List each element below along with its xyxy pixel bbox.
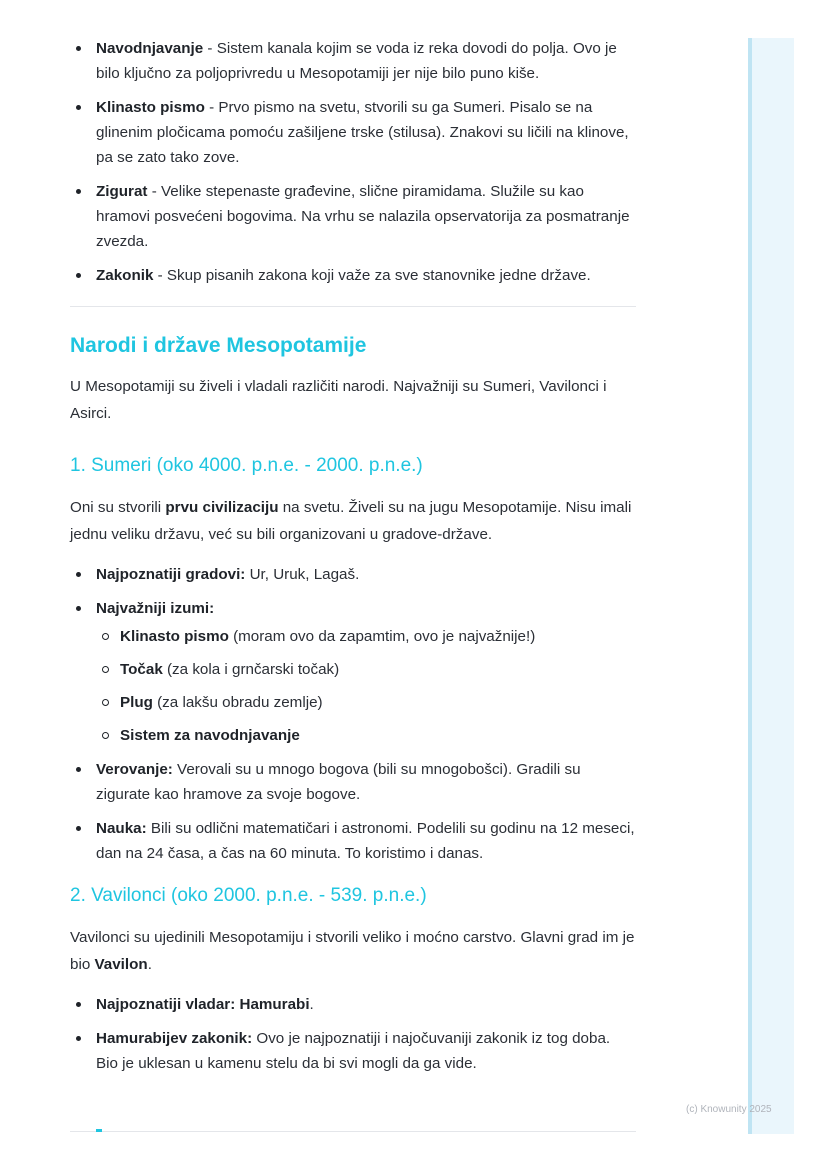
vavilonci-list: [70, 992, 636, 1076]
sub-list-item: Točak (za kola i grnčarski točak): [96, 657, 636, 682]
list-item: Zakonik - Skup pisanih zakona koji važe za sve stanovnike jedne države.: [70, 263, 636, 288]
list-item: Najvažniji izumi: Klinasto pismo (moram ovo da zapamtim, ovo je najvažnije!) Točak (za kola i grnčarski točak) Plug (za lakšu obradu zemlje) Sistem za navodnjavanje: [70, 596, 636, 748]
list-item: Najpoznatiji vladar: Hamurabi.: [70, 992, 636, 1017]
list-item: Najpoznatiji gradovi: Ur, Uruk, Lagaš.: [70, 562, 636, 587]
list-item: Zigurat - Velike stepenaste građevine, slične piramidama. Služile su kao hramovi posvećeni bogovima. Na vrhu se nalazila opservatorija za posmatranje zvezda.: [70, 179, 636, 254]
sub-list-item: Plug (za lakšu obradu zemlje): [96, 690, 636, 715]
list-item: Hamurabijev zakonik: Ovo je najpoznatiji i najočuvaniji zakonik iz tog doba. Bio je uklesan u kamenu stelu da bi svi mogli da ga vide.: [70, 1026, 636, 1076]
section-intro: U Mesopotamiji su živeli i vladali različiti narodi. Najvažniji su Sumeri, Vavilonci i Asirci.: [70, 378, 607, 422]
divider: [70, 306, 636, 307]
cut-off-heading: [96, 1129, 102, 1132]
sumeri-intro: Oni su stvorili prvu civilizaciju na svetu. Živeli su na jugu Mesopotamije. Nisu imali jednu veliku državu, već su bili organizovani u gradove-države.: [70, 499, 632, 543]
list-item: Nauka: Bili su odlični matematičari i astronomi. Podelili su godinu na 12 meseci, dan na 24 časa, a čas na 60 minuta. To koristimo i danas.: [70, 816, 636, 866]
copyright-note: (c) Knowunity 2025: [686, 1104, 772, 1115]
sumeri-heading: 1. Sumeri (oko 4000. p.n.e. - 2000. p.n.e.): [70, 455, 423, 476]
divider: [70, 1131, 636, 1132]
list-item: Verovanje: Verovali su u mnogo bogova (bili su mnogobošci). Gradili su zigurate kao hramove za svoje bogove.: [70, 757, 636, 807]
list-item: Klinasto pismo - Prvo pismo na svetu, stvorili su ga Sumeri. Pisalo se na glinenim pločicama pomoću zašiljene trske (stilusa). Znakovi su ličili na klinove, pa se zato tako zove.: [70, 95, 636, 170]
inventions-list: [96, 624, 636, 748]
sub-list-item: Sistem za navodnjavanje: [96, 723, 636, 748]
sumeri-list: [70, 562, 636, 866]
vavilonci-intro: Vavilonci su ujedinili Mesopotamiju i stvorili veliko i moćno carstvo. Glavni grad im je bio Vavilon.: [70, 929, 635, 973]
glossary-list: [70, 36, 636, 288]
section-heading: Narodi i države Mesopotamije: [70, 334, 367, 357]
sub-list-item: Klinasto pismo (moram ovo da zapamtim, ovo je najvažnije!): [96, 624, 636, 649]
list-item: Navodnjavanje - Sistem kanala kojim se voda iz reka dovodi do polja. Ovo je bilo ključno za poljoprivredu u Mesopotamiji jer nije bilo puno kiše.: [70, 36, 636, 86]
right-margin-panel: [748, 38, 794, 1134]
vavilonci-heading: 2. Vavilonci (oko 2000. p.n.e. - 539. p.n.e.): [70, 885, 427, 906]
document-body: [70, 36, 636, 1085]
